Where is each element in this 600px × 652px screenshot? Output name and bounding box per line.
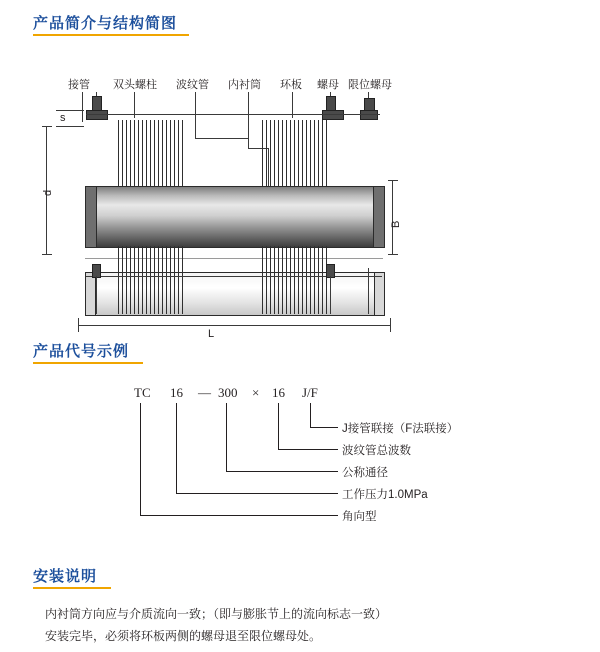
dim-s-line-top (56, 110, 84, 111)
code-connector-diameter (226, 471, 338, 472)
section-heading-install: 安装说明 (33, 568, 98, 585)
code-note-type: 角向型 (342, 511, 377, 523)
code-connector-connection (310, 427, 338, 428)
code-token-tc: TC (134, 385, 151, 400)
code-token-waves: 16 (272, 385, 285, 400)
code-note-pressure: 工作压力1.0MPa (342, 489, 428, 501)
leader-line-1 (82, 92, 83, 122)
dimension-label-L: L (208, 328, 215, 340)
install-instruction-line-1: 内衬筒方向应与介质流向一致；（即与膨胀节上的流向标志一致） (45, 607, 388, 621)
code-token-dash: — (198, 385, 211, 400)
nut-right (322, 110, 344, 120)
dimension-label-B: B (390, 220, 402, 228)
flange-right-lower (374, 272, 385, 316)
dim-B-line (392, 180, 393, 254)
dim-L-tick-right (390, 318, 391, 332)
dim-d-tick-bottom (42, 254, 52, 255)
part-label-neichentong: 内衬筒 (228, 79, 261, 91)
rod-lower-right (330, 276, 331, 314)
dim-B-tick-top (388, 180, 398, 181)
part-label-shuangtouluozhu: 双头螺柱 (113, 79, 157, 91)
code-token-pressure: 16 (170, 385, 183, 400)
part-label-xianweiluomu: 限位螺母 (348, 79, 392, 91)
tie-rod-lower (86, 276, 382, 277)
code-leader-waves (278, 403, 279, 449)
rod-lower-left (96, 276, 97, 314)
dim-B-tick-bottom (388, 254, 398, 255)
part-label-bowenguan: 波纹管 (176, 79, 209, 91)
limit-nut-block (360, 110, 378, 120)
dim-L-line (78, 325, 390, 326)
product-code-example (0, 375, 600, 535)
install-instruction-line-2: 安装完毕，必须将环板两侧的螺母退至限位螺母处。 (45, 629, 322, 643)
code-connector-tc (140, 515, 338, 516)
bellows-upper-right (262, 120, 328, 186)
bellows-upper-left (118, 120, 184, 186)
dimension-label-s: s (60, 112, 66, 124)
code-connector-waves (278, 449, 338, 450)
rod-lower-limit (368, 268, 369, 314)
part-label-jieguan: 接管 (68, 79, 90, 91)
part-label-huanban: 环板 (280, 79, 302, 91)
flange-left-upper (85, 186, 97, 248)
section-heading-product-intro: 产品简介与结构简图 (33, 15, 178, 32)
nut-left (86, 110, 108, 120)
flange-left-lower (85, 272, 96, 316)
code-token-connection: J/F (302, 385, 318, 400)
code-token-diameter: 300 (218, 385, 238, 400)
code-note-connection: J接管联接（F法联接） (342, 423, 459, 435)
heading-underline-code-example (33, 362, 143, 364)
bellows-lower-left (118, 246, 184, 314)
code-token-times: × (252, 385, 260, 400)
part-label-luomu: 螺母 (317, 79, 339, 91)
bellows-lower-right (262, 246, 328, 314)
code-leader-connection (310, 403, 311, 427)
tie-rod-top (86, 114, 380, 115)
section-heading-code-example: 产品代号示例 (33, 343, 130, 360)
leader-line-4 (195, 92, 196, 138)
dimension-label-d: d (42, 189, 54, 196)
dim-L-tick-left (78, 318, 79, 332)
leader-connector-1 (195, 138, 249, 139)
leader-line-5 (248, 92, 249, 148)
code-leader-tc (140, 403, 141, 515)
flange-right-upper (373, 186, 385, 248)
code-leader-pressure (176, 403, 177, 493)
heading-underline-product-intro (33, 34, 189, 36)
heading-underline-install (33, 587, 111, 589)
code-leader-diameter (226, 403, 227, 471)
ring-plate-marker (268, 148, 269, 186)
code-note-diameter: 公称通径 (342, 467, 388, 479)
code-note-waves: 波纹管总波数 (342, 445, 411, 457)
structure-diagram (0, 60, 600, 340)
code-connector-pressure (176, 493, 338, 494)
joint-body-upper (85, 186, 385, 248)
dim-s-line-bottom (56, 126, 84, 127)
dim-d-tick-top (42, 126, 52, 127)
